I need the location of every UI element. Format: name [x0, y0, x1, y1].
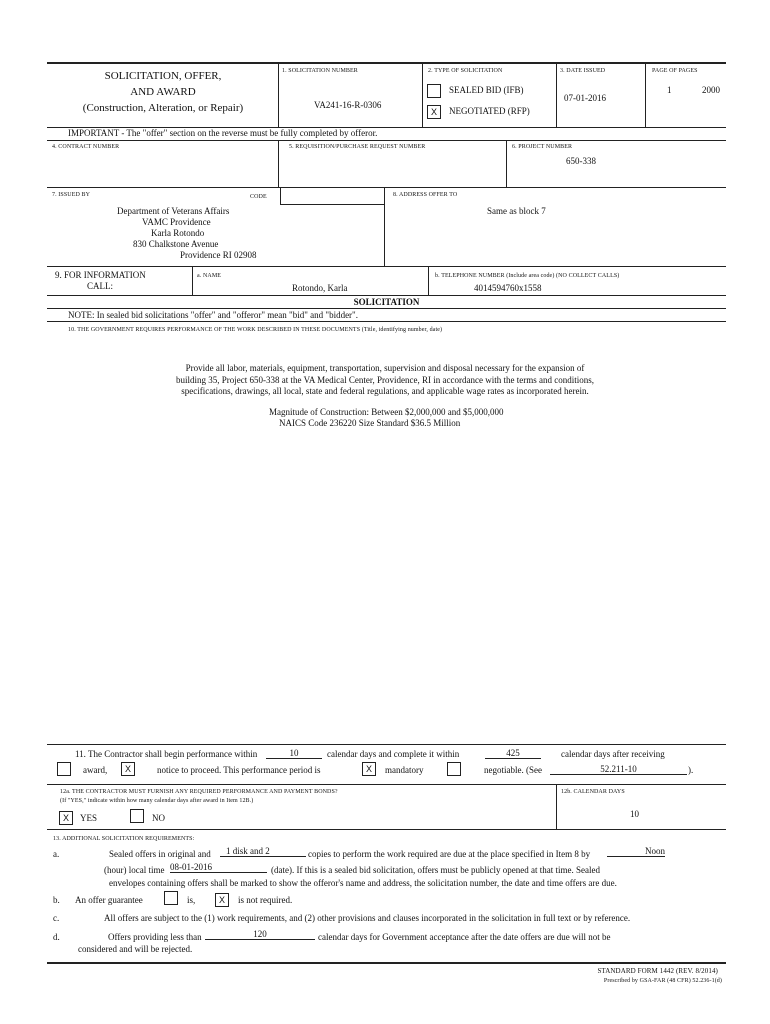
bonds-yes-checkbox[interactable]: X: [59, 811, 73, 825]
mandatory-checkbox[interactable]: X: [362, 762, 376, 776]
block11-text4: notice to proceed. This performance period is: [157, 765, 321, 775]
item-a-text3: (hour) local time: [104, 865, 165, 875]
bonds-no-checkbox[interactable]: [130, 809, 144, 823]
date-issued[interactable]: 07-01-2016: [564, 93, 606, 103]
item-d-text1: Offers providing less than: [108, 932, 202, 942]
issued-by-label: 7. ISSUED BY: [52, 192, 91, 198]
mandatory-label: mandatory: [385, 765, 424, 775]
item-b-text1: An offer guarantee: [75, 895, 143, 905]
guarantee-not-required-checkbox[interactable]: X: [215, 893, 229, 907]
divider: [556, 785, 557, 829]
due-date[interactable]: 08-01-2016: [170, 862, 267, 873]
item-b-letter: b.: [53, 895, 60, 905]
requisition-label: 5. REQUISITION/PURCHASE REQUEST NUMBER: [289, 144, 426, 150]
block10-label: 10. THE GOVERNMENT REQUIRES PERFORMANCE OF THE WORK DESCRIBED IN THESE DOCUMENTS (Title, identifying number, date): [68, 327, 443, 333]
notice-to-proceed-checkbox[interactable]: X: [121, 762, 135, 776]
due-time[interactable]: Noon: [607, 846, 665, 857]
acceptance-days[interactable]: 120: [205, 929, 315, 940]
divider: [506, 141, 507, 187]
block11-text3: calendar days after receiving: [561, 749, 665, 759]
item-a-letter: a.: [53, 849, 60, 859]
item-a-text5: envelopes containing offers shall be marked to show the offeror's name and address, the solicitation number, the date and time offers are due.: [109, 878, 617, 888]
project-number[interactable]: 650-338: [566, 156, 596, 166]
days-to-begin[interactable]: 10: [266, 748, 322, 759]
contract-number-label: 4. CONTRACT NUMBER: [52, 144, 120, 150]
sealed-bid-label: SEALED BID (IFB): [449, 85, 524, 95]
phone-label: b. TELEPHONE NUMBER (Include area code) (NO COLLECT CALLS): [435, 273, 620, 279]
divider: [278, 141, 279, 187]
divider: [278, 63, 279, 127]
divider: [280, 188, 281, 204]
block11-text1: 11. The Contractor shall begin performance within: [75, 749, 258, 759]
block11-close: ).: [688, 765, 694, 775]
negotiable-checkbox[interactable]: [447, 762, 461, 776]
issuer-line5: Providence RI 02908: [180, 250, 257, 260]
rule: [47, 295, 726, 296]
info-call-label: 9. FOR INFORMATION: [55, 270, 146, 280]
bottom-rule: [47, 962, 726, 964]
rule: [47, 187, 726, 188]
divider: [192, 267, 193, 295]
contact-phone[interactable]: 4014594760x1558: [474, 283, 542, 293]
code-label: CODE: [250, 194, 267, 200]
item-c-letter: c.: [53, 913, 60, 923]
page-number[interactable]: 1: [667, 85, 672, 95]
bonds-yes-label: YES: [80, 813, 98, 823]
bonds-no-label: NO: [152, 813, 165, 823]
sol-number[interactable]: VA241-16-R-0306: [314, 100, 382, 110]
address-offer: Same as block 7: [487, 206, 546, 216]
item-b-is: is,: [187, 895, 196, 905]
block13-label: 13. ADDITIONAL SOLICITATION REQUIREMENTS:: [53, 836, 195, 842]
item-d-text3: considered and will be rejected.: [78, 944, 193, 954]
rule: [47, 140, 726, 141]
calendar-days[interactable]: 10: [630, 809, 639, 819]
guarantee-is-checkbox[interactable]: [164, 891, 178, 905]
form-title-line2: AND AWARD: [130, 86, 196, 98]
rule: [47, 744, 726, 745]
rule: [47, 308, 726, 309]
divider: [556, 63, 557, 127]
item-a-text4: (date). If this is a sealed bid solicitation, offers must be publicly opened at that time. Sealed: [271, 865, 600, 875]
negotiated-checkbox[interactable]: X: [427, 105, 441, 119]
naics-code: NAICS Code 236220 Size Standard $36.5 Million: [279, 418, 461, 428]
issuer-line2: VAMC Providence: [142, 217, 211, 227]
rule: [47, 321, 726, 322]
item-d-text2: calendar days for Government acceptance after the date offers are due will not be: [318, 932, 611, 942]
award-checkbox[interactable]: [57, 762, 71, 776]
issuer-line3: Karla Rotondo: [151, 228, 205, 238]
rule: [47, 829, 726, 830]
award-label: award,: [83, 765, 108, 775]
work-description-line2: building 35, Project 650-338 at the VA Medical Center, Providence, RI in accordance with the terms and conditions,: [176, 375, 594, 385]
top-rule: [47, 62, 726, 64]
rule: [47, 784, 726, 785]
divider: [645, 63, 646, 127]
address-offer-label: 8. ADDRESS OFFER TO: [393, 192, 458, 198]
item-c-text: All offers are subject to the (1) work requirements, and (2) other provisions and clauses incorporated in the solicitation in full text or by reference.: [104, 913, 631, 923]
sealed-bid-checkbox[interactable]: [427, 84, 441, 98]
calendar-days-label: 12b. CALENDAR DAYS: [561, 789, 625, 795]
sol-number-label: 1. SOLICITATION NUMBER: [282, 68, 358, 74]
divider: [428, 267, 429, 295]
issuer-line4: 830 Chalkstone Avenue: [133, 239, 219, 249]
bonds-sub: (If "YES," indicate within how many calendar days after award in Item 12B.): [60, 798, 254, 804]
contact-name[interactable]: Rotondo, Karla: [292, 283, 348, 293]
item-b-text2: is not required.: [238, 895, 293, 905]
negotiated-label: NEGOTIATED (RFP): [449, 106, 530, 116]
important-note: IMPORTANT - The "offer" section on the reverse must be fully completed by offeror.: [68, 128, 378, 138]
divider: [384, 188, 385, 266]
form-number: STANDARD FORM 1442 (REV. 8/2014): [597, 967, 718, 975]
divider: [422, 63, 423, 127]
total-pages[interactable]: 2000: [702, 85, 720, 95]
item-a-text1: Sealed offers in original and: [109, 849, 211, 859]
issuer-line1: Department of Veterans Affairs: [117, 206, 230, 216]
magnitude: Magnitude of Construction: Between $2,000,000 and $5,000,000: [269, 407, 504, 417]
form-title-line3: (Construction, Alteration, or Repair): [82, 102, 244, 114]
work-description-line1: Provide all labor, materials, equipment, transportation, supervision and disposal necessary for the expansion of: [185, 363, 585, 373]
pages-label: PAGE OF PAGES: [652, 68, 698, 74]
name-label: a. NAME: [197, 273, 222, 279]
form-title-line1: SOLICITATION, OFFER,: [104, 70, 222, 82]
negotiable-label: negotiable. (See: [484, 765, 542, 775]
type-label: 2. TYPE OF SOLICITATION: [428, 68, 503, 74]
item-d-letter: d.: [53, 932, 60, 942]
project-number-label: 6. PROJECT NUMBER: [512, 144, 573, 150]
rule: [47, 266, 726, 267]
block11-text2: calendar days and complete it within: [327, 749, 460, 759]
bonds-label: 12a. THE CONTRACTOR MUST FURNISH ANY REQUIRED PERFORMANCE AND PAYMENT BONDS?: [60, 789, 338, 795]
see-reference[interactable]: 52.211-10: [550, 764, 687, 775]
info-call-label2: CALL:: [87, 281, 113, 291]
sealed-bid-note: NOTE: In sealed bid solicitations "offer" and "offeror" mean "bid" and "bidder".: [68, 310, 358, 320]
days-to-complete[interactable]: 425: [485, 748, 541, 759]
prescribed-by: Prescribed by GSA-FAR (48 CFR) 52.236-1(d): [603, 978, 722, 984]
solicitation-heading: SOLICITATION: [353, 297, 420, 307]
copies-count[interactable]: 1 disk and 2: [220, 846, 306, 857]
code-box-bottom: [280, 204, 384, 205]
work-description-line3: specifications, drawings, all local, state and federal regulations, and applicable wage rates as incorporated herein.: [181, 386, 589, 396]
item-a-text2: copies to perform the work required are due at the place specified in Item 8 by: [308, 849, 591, 859]
date-issued-label: 3. DATE ISSUED: [560, 68, 606, 74]
